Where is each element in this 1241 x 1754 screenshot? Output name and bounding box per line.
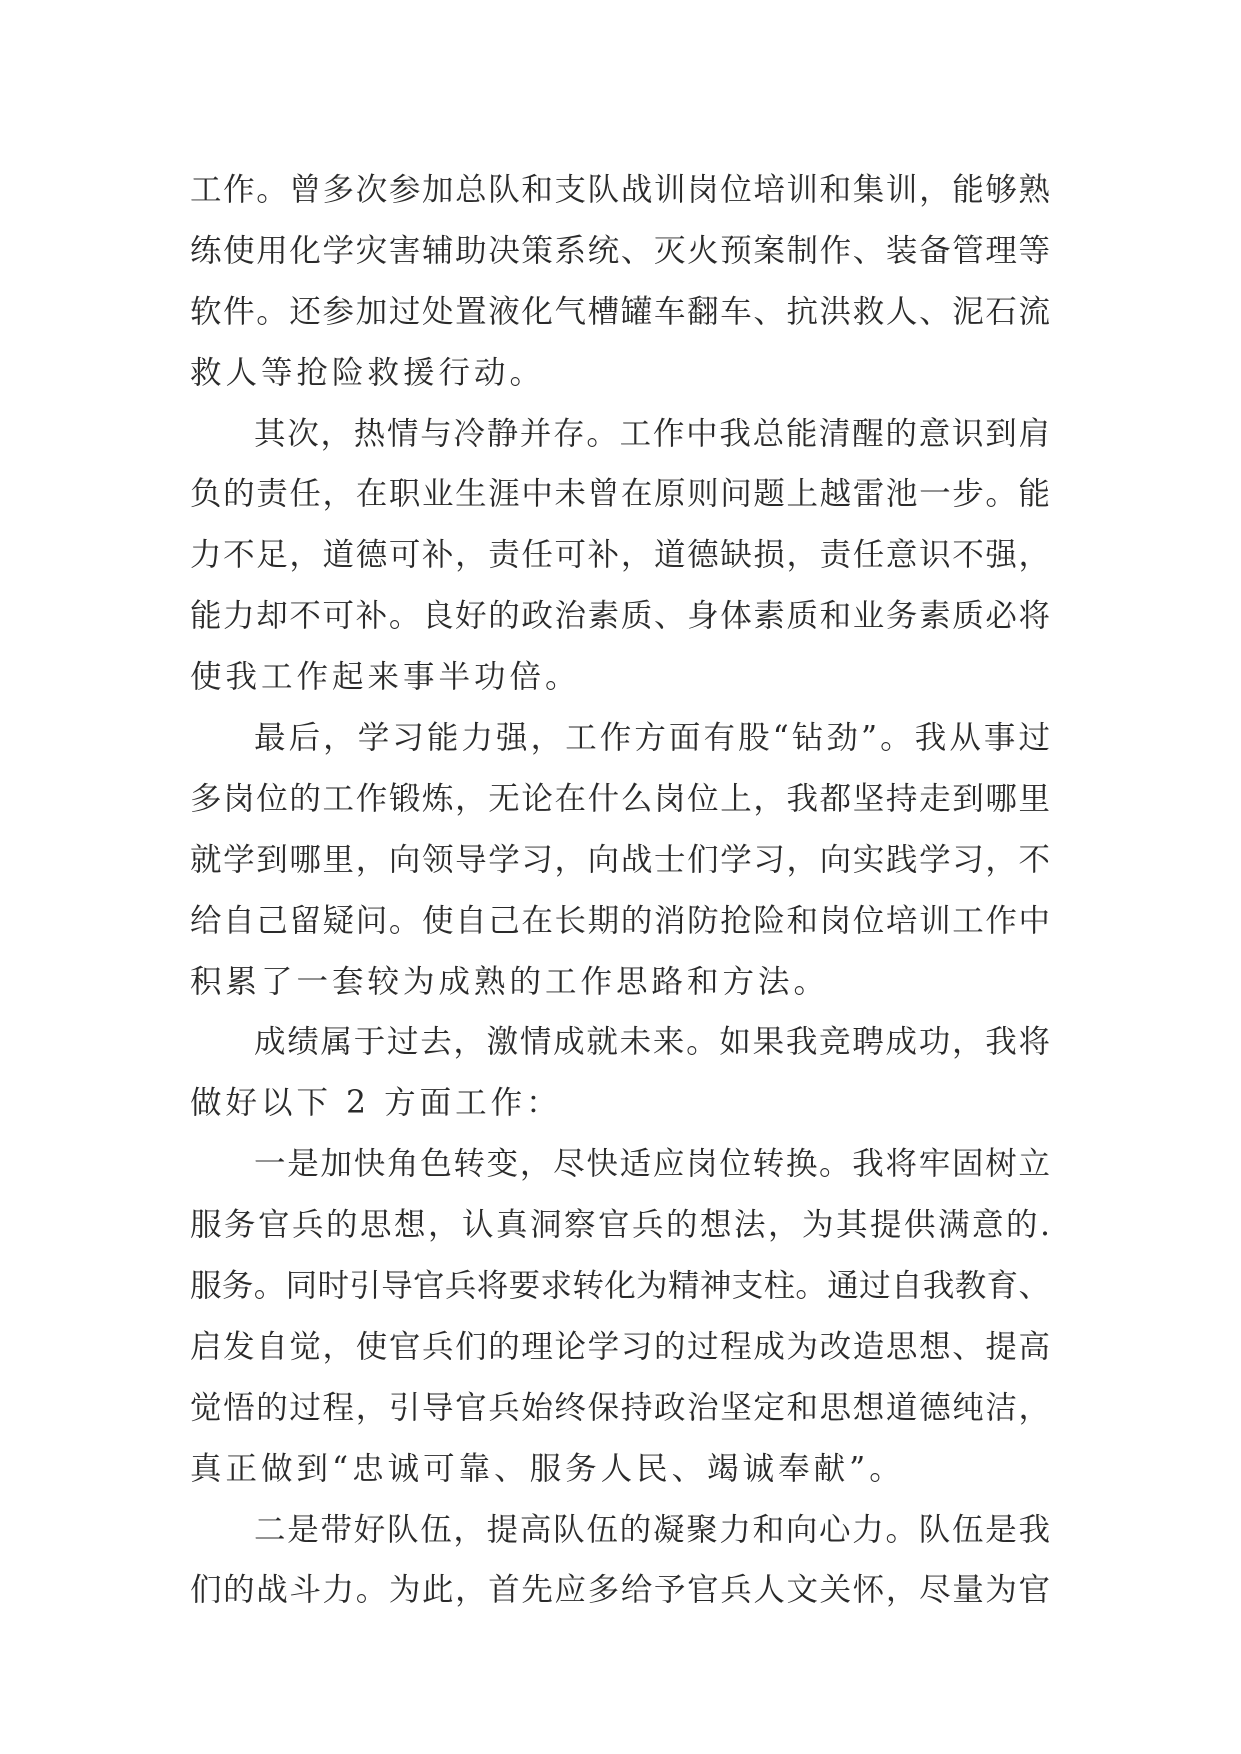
- text-line: 工作。曾多次参加总队和支队战训岗位培训和集训，能够熟: [190, 172, 1050, 208]
- text-line: 觉悟的过程，引导官兵始终保持政治坚定和思想道德纯洁，: [190, 1389, 1050, 1426]
- text-line: 力不足，道德可补，责任可补，道德缺损，责任意识不强，: [190, 537, 1050, 574]
- text-line: 其次，热情与冷静并存。工作中我总能清醒的意识到肩: [254, 415, 1050, 452]
- text-line: 服务。同时引导官兵将要求转化为精神支柱。通过自我教育、: [190, 1268, 1050, 1305]
- text-line: 给自己留疑问。使自己在长期的消防抢险和岗位培训工作中: [190, 902, 1050, 939]
- text-line: 积累了一套较为成熟的工作思路和方法。: [190, 963, 830, 1000]
- text-line: 能力却不可补。良好的政治素质、身体素质和业务素质必将: [190, 598, 1050, 635]
- text-line: 成绩属于过去，激情成就未来。如果我竞聘成功，我将: [254, 1024, 1050, 1061]
- text-line: 们的战斗力。为此，首先应多给予官兵人文关怀，尽量为官: [190, 1572, 1050, 1609]
- text-line: 多岗位的工作锻炼，无论在什么岗位上，我都坚持走到哪里: [190, 780, 1050, 817]
- text-line: 软件。还参加过处置液化气槽罐车翻车、抗洪救人、泥石流: [190, 293, 1050, 330]
- text-line: 使我工作起来事半功倍。: [190, 659, 581, 696]
- document-body: [190, 160, 1050, 1621]
- text-line: 就学到哪里，向领导学习，向战士们学习，向实践学习，不: [190, 841, 1050, 878]
- text-line: 最后，学习能力强，工作方面有股“钻劲”。我从事过: [254, 720, 1050, 757]
- text-line: 负的责任，在职业生涯中未曾在原则问题上越雷池一步。能: [190, 476, 1050, 513]
- text-line: 服务官兵的思想，认真洞察官兵的想法，为其提供满意的.: [190, 1207, 1050, 1244]
- text-line: 真正做到“忠诚可靠、服务人民、竭诚奉献”。: [190, 1450, 905, 1487]
- text-line: 一是加快角色转变，尽快适应岗位转换。我将牢固树立: [254, 1146, 1050, 1183]
- text-line: 二是带好队伍，提高队伍的凝聚力和向心力。队伍是我: [254, 1511, 1050, 1548]
- text-line: 练使用化学灾害辅助决策系统、灭火预案制作、装备管理等: [190, 232, 1050, 269]
- text-line: 做好以下 2 方面工作：: [190, 1085, 562, 1122]
- text-line: 救人等抢险救援行动。: [190, 354, 546, 391]
- text-line: 启发自觉，使官兵们的理论学习的过程成为改造思想、提高: [190, 1328, 1050, 1365]
